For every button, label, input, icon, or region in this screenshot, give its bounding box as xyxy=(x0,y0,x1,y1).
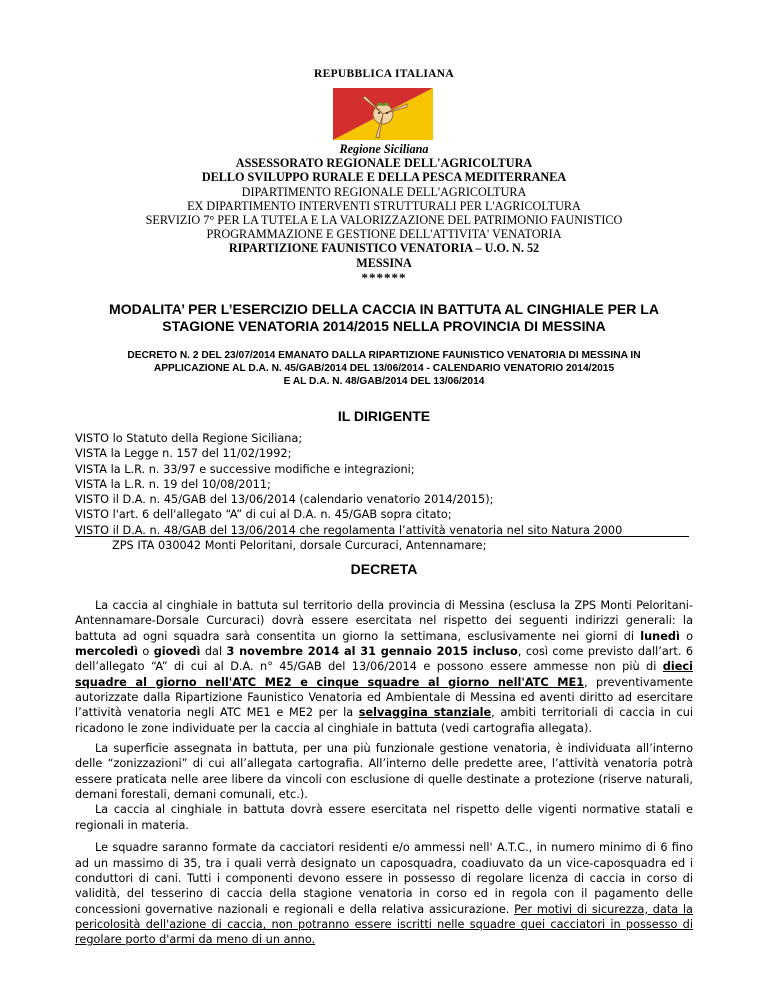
visto-item: VISTA la L.R. n. 19 del 10/08/2011; xyxy=(75,477,271,491)
decree-line: APPLICAZIONE AL D.A. N. 45/GAB/2014 DEL 13/06/2014 - CALENDARIO VENATORIO 2014/2015 xyxy=(153,363,615,374)
paragraph-squadre xyxy=(75,840,693,947)
text-span: o xyxy=(137,645,154,659)
decree-line: DECRETO N. 2 DEL 23/07/2014 EMANATO DALLA RIPARTIZIONE FAUNISTICO VENATORIA DI MESSINA IN xyxy=(127,350,641,361)
squad-limits: dieci squadre al giorno nell'ATC ME2 e cinque squadre al giorno nell'ATC ME1 xyxy=(75,660,693,689)
safety-notice: Per motivi di sicurezza, data la pericolosità dell'azione di caccia, non potranno essere iscritti nelle squadre quei cacciatori in possesso di regolare porto d'armi da meno di un anno. xyxy=(75,902,693,947)
document-title xyxy=(0,301,768,335)
separator-stars: ****** xyxy=(361,270,407,285)
text-span: , preventivamente autorizzate dalla Ripartizione Faunistico Venatoria ed Ambientale di Messina ed aventi diritto ad esercitare l’attività venatoria negli ATC ME1 e ME2 per la xyxy=(75,675,694,720)
day-lunedi: lunedì xyxy=(640,629,680,643)
day-giovedi: giovedì xyxy=(153,645,201,659)
sicily-emblem-icon xyxy=(329,86,437,142)
visto-item-continuation: ZPS ITA 030042 Monti Peloritani, dorsale Curcuraci, Antennamare; xyxy=(112,539,487,553)
decree-reference xyxy=(0,349,768,388)
title-line: STAGIONE VENATORIA 2014/2015 NELLA PROVINCIA DI MESSINA xyxy=(162,318,606,334)
header-line: RIPARTIZIONE FAUNISTICO VENATORIA – U.O. N. 52 xyxy=(228,241,540,256)
visto-item: VISTA la L.R. n. 33/97 e successive modifiche e integrazioni; xyxy=(75,462,415,476)
dirigente-heading: IL DIRIGENTE xyxy=(337,408,431,424)
header-line: PROGRAMMAZIONE E GESTIONE DELL'ATTIVITA' VENATORIA xyxy=(206,227,562,242)
selvaggina-stanziale: selvaggina stanziale xyxy=(358,706,492,720)
section-divider xyxy=(75,536,689,537)
visto-item: VISTO il D.A. n. 48/GAB del 13/06/2014 che regolamenta l’attività venatoria nel sito Natura 2000 xyxy=(75,523,623,537)
text-span: o xyxy=(679,629,693,643)
institution-header xyxy=(0,142,768,270)
decree-line: E AL D.A. N. 48/GAB/2014 DEL 13/06/2014 xyxy=(283,376,485,387)
paragraph-superficie: La superficie assegnata in battuta, per una più funzionale gestione venatoria, è individuata all’interno delle “zonizzazioni” di cui all’allegata cartografia. All’interno delle predette aree, l’attività venatoria potrà essere praticata nelle aree libere da vincoli con esclusione di quelle destinate a protezione (riserve naturali, demani forestali, demani comunali, etc.). xyxy=(75,742,693,802)
republic-heading: REPUBBLICA ITALIANA xyxy=(314,68,454,80)
text-span: La caccia al cinghiale in battuta sul territorio della provincia di Messina (esclusa la ZPS Monti Peloritani-Antennamare-Dorsale Curcuraci) dovrà essere esercitata nel rispetto dei seguenti indirizzi generali: la battuta ad ogni squadra sarà consentita un giorno la settimana, esclusivamente nei giorni di xyxy=(75,599,693,643)
visto-item: VISTO lo Statuto della Regione Siciliana; xyxy=(75,432,303,445)
visto-item: VISTO il D.A. n. 45/GAB del 13/06/2014 (calendario venatorio 2014/2015); xyxy=(75,493,494,507)
decree-body xyxy=(75,598,693,948)
header-line: SERVIZIO 7° PER LA TUTELA E LA VALORIZZAZIONE DEL PATRIMONIO FAUNISTICO xyxy=(145,213,623,228)
header-line: MESSINA xyxy=(356,255,412,270)
header-line: ASSESSORATO REGIONALE DELL'AGRICOLTURA xyxy=(235,156,533,171)
text-span: , così come previsto dall’art. 6 dell’allegato “A” di cui al D.A. n° 45/GAB del 13/06/2014 e possono essere ammesse non più di xyxy=(75,645,694,674)
header-line: DELLO SVILUPPO RURALE E DELLA PESCA MEDITERRANEA xyxy=(201,170,567,185)
paragraph-battuta xyxy=(75,598,693,736)
day-mercoledi: mercoledì xyxy=(75,645,138,659)
visto-item: VISTA la Legge n. 157 del 11/02/1992; xyxy=(75,447,292,461)
header-line: DIPARTIMENTO REGIONALE DELL'AGRICOLTURA xyxy=(241,184,527,199)
season-dates: 3 novembre 2014 al 31 gennaio 2015 incluso xyxy=(226,645,518,659)
text-span: Le squadre saranno formate da cacciatori residenti e/o ammessi nell' A.T.C., in numero minimo di 6 fino ad un massimo di 35, tra i quali verrà designato un caposquadra, coadiuvato da un vice-caposquadra ed i conduttori di cani. Tutti i componenti devono essere in possesso di regolare licenza di caccia in corso di validità, del tesserino di caccia della stagione venatoria in corso ed in regola con il pagamento delle concessioni governative nazionali e regionali e della relativa assicurazione. xyxy=(75,841,693,916)
paragraph-normative: La caccia al cinghiale in battuta dovrà essere esercitata nel rispetto delle vigenti normative statali e regionali in materia. xyxy=(75,803,693,832)
header-line: EX DIPARTIMENTO INTERVENTI STRUTTURALI PER L'AGRICOLTURA xyxy=(187,198,581,213)
region-name: Regione Siciliana xyxy=(339,142,429,156)
text-span: , ambiti territoriali di caccia in cui ricadono le zone individuate per la caccia al cinghiale in battuta (vedi cartografia allegata). xyxy=(75,706,694,735)
text-span: dal xyxy=(200,645,227,659)
title-line: MODALITA’ PER L’ESERCIZIO DELLA CACCIA IN BATTUTA AL CINGHIALE PER LA xyxy=(109,301,659,317)
visto-item: VISTO l'art. 6 dell'allegato “A” di cui al D.A. n. 45/GAB sopra citato; xyxy=(75,508,452,522)
decreta-heading: DECRETA xyxy=(350,561,418,577)
